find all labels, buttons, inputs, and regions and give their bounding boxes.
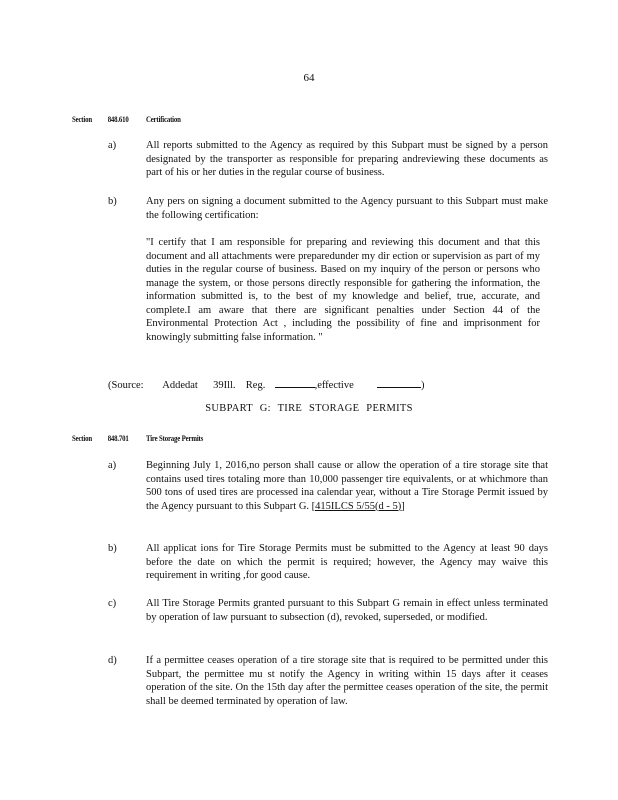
paragraph-label: a) [108,460,117,471]
certification-quote: "I certify that I am responsible for preparing and reviewing this document and that this document and all attachments were preparedunder my dir ection or supervision as part of my duties in the regular course of business. Based on my inquiry of the person or persons who manage the system, or those persons directly responsible for gathering the information, the information submitted is, to the best of my knowledge and belief, true, accurate, and complete.I am aware that there are significant penalties under Section 44 of the Environmental Protection Act , including the possibility of fine and imprisonment for knowingly submitting false information. " [146,237,540,343]
paragraph-701-a [108,459,548,513]
section-heading-848-610 [72,115,181,124]
paragraph-main-text: Beginning July 1, 2016,no person shall cause or allow the operation of a tire storage site that contains used tires totaling more than 10,000 passenger tire equivalents, or at whichmore than 500 tons of used tires are processed ina calendar year, without a Tire Storage Permit issued by the Agency pursuant to this Subpart G. [146,460,548,512]
paragraph-text: All applicat ions for Tire Storage Permits must be submitted to the Agency at least 90 days before the date on which the permit is required; however, the Agency may waive this requirement in writing ,for good cause. [146,543,548,581]
source-note [108,376,425,391]
section-heading-848-701 [72,434,204,443]
paragraph-text: If a permittee ceases operation of a tire storage site that is required to be permitted under this Subpart, the permittee mu st notify the Agency in writing within 15 days after it ceases operation of the site. On the 15th day after the permittee ceases operation of the site, the permit shall be deemed terminated by operation of law. [146,655,548,707]
source-blank-2 [377,376,421,388]
paragraph-610-a [108,139,548,180]
statute-citation: [415ILCS 5/55(d - 5)] [311,500,405,512]
source-close: ) [421,380,425,391]
paragraph-text: All Tire Storage Permits granted pursuant to this Subpart G remain in effect unless terminated by operation of law pursuant to subsection (d), revoked, superseded, or modified. [146,598,548,623]
paragraph-label: a) [108,140,117,151]
paragraph-701-b [108,542,548,583]
paragraph-label: c) [108,598,117,609]
paragraph-text: Any pers on signing a document submitted to the Agency pursuant to this Subpart must make the following certification: [146,196,548,221]
paragraph-701-d [108,654,548,708]
source-effective: ,effective [314,380,354,391]
section-title: Tire Storage Permits [145,434,204,443]
section-title: Certification [145,115,181,124]
paragraph-label: d) [108,655,117,666]
source-added: Addedat [162,380,198,391]
source-blank-1 [275,376,315,388]
section-number: 848.610 [107,115,129,124]
paragraph-label: b) [108,543,117,554]
source-reg: Reg. [245,380,266,391]
paragraph-610-b [108,195,548,222]
paragraph-text: All reports submitted to the Agency as required by this Subpart must be signed by a person designated by the transporter as responsible for preparing andreviewing these documents as part of his or her duties in the regular course of business. [146,140,548,178]
paragraph-701-c [108,597,548,624]
section-label: Section [72,434,92,443]
section-number: 848.701 [107,434,129,443]
paragraph-label: b) [108,196,117,207]
paragraph-text [146,459,548,513]
subpart-heading: SUBPART G: TIRE STORAGE PERMITS [205,403,413,414]
source-prefix: (Source: [108,380,144,391]
source-ill: 39Ill. [213,380,236,391]
section-label: Section [72,115,92,124]
page-number: 64 [303,72,315,84]
